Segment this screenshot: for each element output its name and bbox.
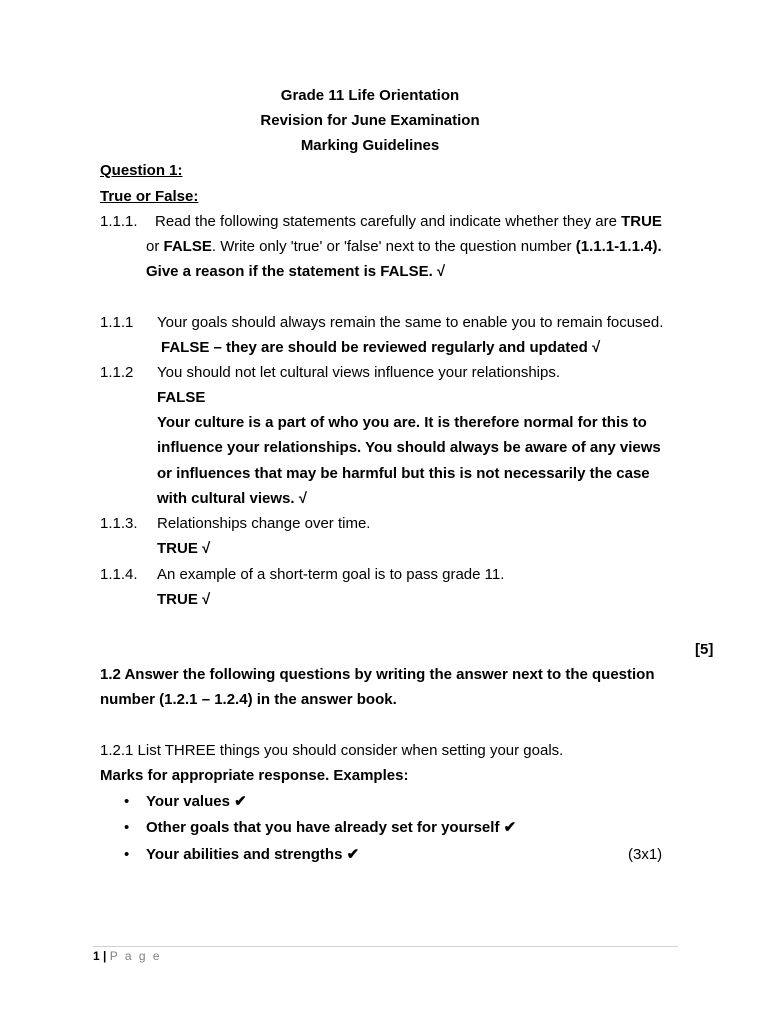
item-2-number: 1.1.2	[100, 364, 134, 381]
page-footer	[93, 948, 162, 964]
true-false-heading: True or False:	[100, 188, 199, 205]
bullet-item: Your abilities and strengths ✔	[146, 846, 360, 863]
bullet-item: Your values ✔	[146, 793, 247, 810]
intro-line-1	[155, 213, 662, 231]
item-4-question: An example of a short-term goal is to pass grade 11.	[157, 566, 505, 583]
marks-note: Marks for appropriate response. Examples:	[100, 767, 409, 784]
bullet-icon: •	[124, 793, 130, 810]
intro-text-2b: . Write only 'true' or 'false' next to the question number	[211, 238, 576, 255]
question-1-heading: Question 1:	[100, 162, 183, 179]
page-label: P a g e	[109, 949, 162, 963]
bullet-icon: •	[124, 846, 130, 863]
q12-instruction-line-1: 1.2 Answer the following questions by writing the answer next to the question	[100, 666, 655, 683]
item-4-number: 1.1.4.	[100, 566, 138, 583]
item-4-answer: TRUE √	[157, 591, 211, 608]
question-1-marks: [5]	[695, 641, 714, 658]
item-1-answer: FALSE – they are should be reviewed regularly and updated √	[161, 339, 601, 356]
intro-number: 1.1.1.	[100, 213, 138, 230]
intro-line-2	[146, 238, 662, 256]
item-1-question: Your goals should always remain the same to enable you to remain focused.	[157, 314, 664, 331]
footer-separator: |	[103, 949, 107, 963]
item-3-question: Relationships change over time.	[157, 515, 371, 532]
intro-line-3: Give a reason if the statement is FALSE. √	[146, 263, 446, 280]
intro-true: TRUE	[621, 213, 662, 230]
bullet-item: Other goals that you have already set for yourself ✔	[146, 819, 517, 836]
page-number: 1	[93, 949, 100, 963]
item-3-answer: TRUE √	[157, 540, 211, 557]
q12-instruction-line-2: number (1.2.1 – 1.2.4) in the answer book.	[100, 691, 397, 708]
item-3-number: 1.1.3.	[100, 515, 138, 532]
item-2-reason-line: or influences that may be harmful but this is not necessarily the case	[157, 465, 650, 482]
item-2-answer: FALSE	[157, 389, 206, 406]
item-2-reason-line: influence your relationships. You should always be aware of any views	[157, 439, 661, 456]
item-2-reason-line: Your culture is a part of who you are. It is therefore normal for this to	[157, 414, 647, 431]
document-subtitle-2: Marking Guidelines	[300, 137, 440, 154]
bullet-icon: •	[124, 819, 130, 836]
intro-false: FALSE	[163, 238, 212, 255]
item-1-number: 1.1.1	[100, 314, 134, 331]
document-title: Grade 11 Life Orientation	[280, 87, 460, 104]
item-2-question: You should not let cultural views influence your relationships.	[157, 364, 561, 381]
mark-allocation: (3x1)	[628, 846, 663, 863]
item-2-reason-line: with cultural views. √	[157, 490, 307, 507]
intro-text-2a: or	[146, 238, 164, 255]
intro-text-1: Read the following statements carefully and indicate whether they are	[155, 213, 622, 230]
document-subtitle: Revision for June Examination	[260, 112, 480, 129]
footer-divider	[93, 946, 678, 947]
intro-range: (1.1.1-1.1.4).	[575, 238, 662, 255]
q121-question: 1.2.1 List THREE things you should consider when setting your goals.	[100, 742, 564, 759]
